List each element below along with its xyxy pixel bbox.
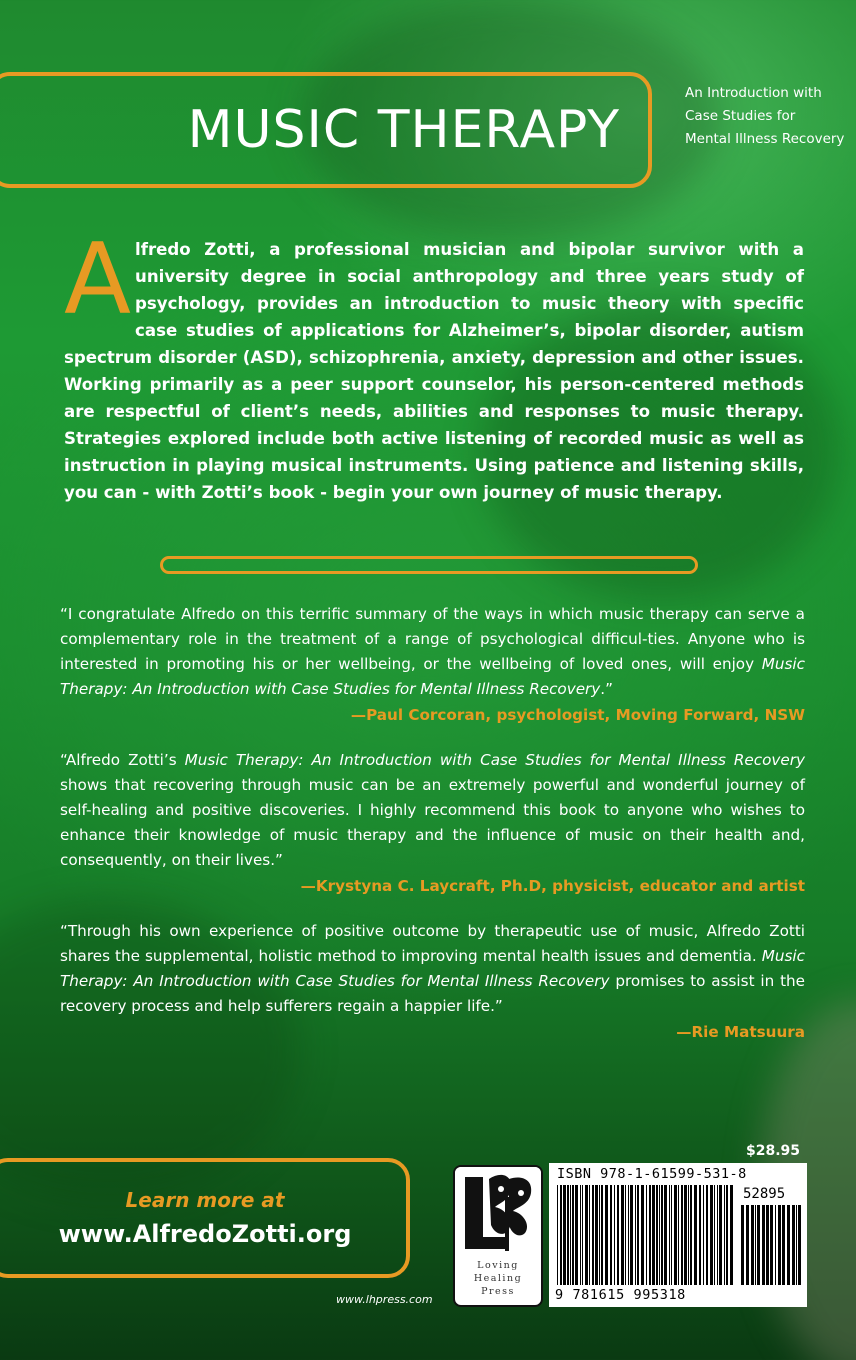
barcode-bar xyxy=(770,1205,773,1285)
ean-digits: 9 781615 995318 xyxy=(555,1287,686,1303)
barcode-bar xyxy=(567,1185,569,1285)
barcode-bar xyxy=(621,1185,624,1285)
isbn-barcode xyxy=(549,1163,807,1307)
barcode-bar xyxy=(610,1185,612,1285)
isbn-number: ISBN 978-1-61599-531-8 xyxy=(557,1166,747,1182)
barcode-bar xyxy=(796,1205,797,1285)
barcode-bar xyxy=(628,1185,629,1285)
barcode-bar xyxy=(792,1205,795,1285)
barcode-bar xyxy=(575,1185,578,1285)
barcode-bar xyxy=(664,1185,667,1285)
testimonial-quote: “Alfredo Zotti’s Music Therapy: An Introduction with Case Studies for Mental Illness Recovery shows that recovering through music can be an extremely powerful and wonderful journey of self-healing and positive discoveries. I highly recommend this book to anyone who wishes to enhance their knowledge of music therapy and the influence of music on their health and, consequently, on their lives.” xyxy=(60,751,805,869)
book-title: MUSIC THERAPY xyxy=(187,100,620,160)
barcode-bar xyxy=(674,1185,677,1285)
barcode-bar xyxy=(637,1185,639,1285)
price-code: 52895 xyxy=(743,1186,786,1202)
barcode-bar xyxy=(757,1205,760,1285)
drop-cap-letter: A xyxy=(64,223,132,337)
barcode-bar xyxy=(582,1185,583,1285)
barcode-bar xyxy=(699,1185,701,1285)
barcode-bar xyxy=(710,1185,713,1285)
barcode-bar xyxy=(563,1185,566,1285)
barcode-bar xyxy=(641,1185,644,1285)
barcode-bar xyxy=(659,1185,660,1285)
barcode-bar xyxy=(694,1185,697,1285)
barcode-bar xyxy=(719,1185,722,1285)
barcode-bar xyxy=(681,1185,683,1285)
book-description xyxy=(64,223,804,506)
barcode-bar xyxy=(778,1205,781,1285)
barcode-bar xyxy=(652,1185,655,1285)
barcode-bar xyxy=(656,1185,658,1285)
barcode-bar xyxy=(572,1185,574,1285)
barcode-bar xyxy=(599,1185,600,1285)
barcode-bar xyxy=(726,1185,728,1285)
barcode-bar xyxy=(717,1185,718,1285)
barcode-bar xyxy=(684,1185,687,1285)
barcode-bar xyxy=(755,1205,756,1285)
book-subtitle: An Introduction with Case Studies for Mental Illness Recovery xyxy=(685,85,845,147)
barcode-bar xyxy=(601,1185,603,1285)
testimonial-attribution: —Paul Corcoran, psychologist, Moving Forward, NSW xyxy=(350,706,805,724)
barcode-bar xyxy=(741,1205,744,1285)
logo-word: Press xyxy=(481,1286,515,1297)
barcode-bar xyxy=(724,1185,725,1285)
book-price: $28.95 xyxy=(746,1143,801,1159)
ean-barcode-bars xyxy=(557,1185,737,1285)
barcode-bar xyxy=(671,1185,672,1285)
testimonial-attribution: —Krystyna C. Laycraft, Ph.D, physicist, educator and artist xyxy=(300,877,805,895)
barcode-bar xyxy=(625,1185,626,1285)
barcode-bar xyxy=(688,1185,689,1285)
barcode-bar xyxy=(646,1185,647,1285)
barcode-bar xyxy=(649,1185,651,1285)
barcode-bar xyxy=(595,1185,598,1285)
barcode-bar xyxy=(678,1185,679,1285)
barcode-bar xyxy=(589,1185,590,1285)
barcode-bar xyxy=(782,1205,785,1285)
barcode-bar xyxy=(669,1185,670,1285)
section-divider xyxy=(160,556,698,574)
publisher-website-link[interactable]: www.lhpress.com xyxy=(336,1293,433,1306)
testimonial-quote: “Through his own experience of positive outcome by therapeutic use of music, Alfredo Zotti shares the supplemental, holistic method to improving mental health issues and dementia. Music Therapy: An Introduction with Case Studies for Mental Illness Recovery promises to assist in the recovery process and help sufferers regain a happier life.” xyxy=(60,922,805,1015)
barcode-bar xyxy=(605,1185,608,1285)
barcode-bar xyxy=(730,1185,733,1285)
barcode-bar xyxy=(762,1205,765,1285)
testimonial-quote: “I congratulate Alfredo on this terrific summary of the ways in which music therapy can serve a complementary role in the treatment of a range of psychological difficul-ties. Anyone who is interested in promoting his or her wellbeing, or the wellbeing of loved ones, will enjoy Music Therapy: An Introduction with Case Studies for Mental Illness Recovery.” xyxy=(60,605,805,698)
promo-label: Learn more at xyxy=(125,1188,285,1212)
butterfly-logo-icon xyxy=(455,1167,541,1259)
barcode-bar xyxy=(557,1185,558,1285)
barcode-bar xyxy=(560,1185,562,1285)
author-website-link[interactable]: www.AlfredoZotti.org xyxy=(58,1220,352,1248)
barcode-bar xyxy=(635,1185,636,1285)
barcode-bar xyxy=(706,1185,708,1285)
addon-barcode-bars xyxy=(741,1205,801,1285)
title-frame xyxy=(0,72,652,188)
barcode-bar xyxy=(617,1185,619,1285)
barcode-bar xyxy=(751,1205,754,1285)
barcode-bar xyxy=(775,1205,776,1285)
barcode-bar xyxy=(585,1185,588,1285)
testimonials xyxy=(60,602,805,1065)
barcode-bar xyxy=(787,1205,790,1285)
barcode-bar xyxy=(570,1185,571,1285)
barcode-bar xyxy=(630,1185,633,1285)
barcode-bar xyxy=(766,1205,769,1285)
testimonial-attribution: —Rie Matsuura xyxy=(676,1023,805,1041)
barcode-bar xyxy=(614,1185,615,1285)
barcode-bar xyxy=(580,1185,581,1285)
barcode-bar xyxy=(592,1185,594,1285)
barcode-bar xyxy=(690,1185,692,1285)
description-text: lfredo Zotti, a professional musician and bipolar survivor with a university degree in social anthropology and three years study of psychology, provides an introduction to music theory with specific case studies of applications for Alzheimer’s, bipolar disorder, autism spectrum disorder (ASD), schizophrenia, anxiety, depression and other issues. Working primarily as a peer support counselor, his person-centered methods are respectful of client’s needs, abilities and responses to music therapy. Strategies explored include both active listening of recorded music as well as instruction in playing musical instruments. Using patience and listening skills, you can - with Zotti’s book - begin your own journey of music therapy. xyxy=(64,240,804,502)
barcode-bar xyxy=(703,1185,704,1285)
barcode-bar xyxy=(714,1185,715,1285)
publisher-logo xyxy=(453,1165,543,1307)
barcode-bar xyxy=(798,1205,801,1285)
barcode-bar xyxy=(661,1185,663,1285)
logo-word: Healing xyxy=(473,1273,523,1284)
logo-word: Loving xyxy=(477,1260,519,1271)
promo-frame xyxy=(0,1158,410,1278)
barcode-bar xyxy=(746,1205,749,1285)
